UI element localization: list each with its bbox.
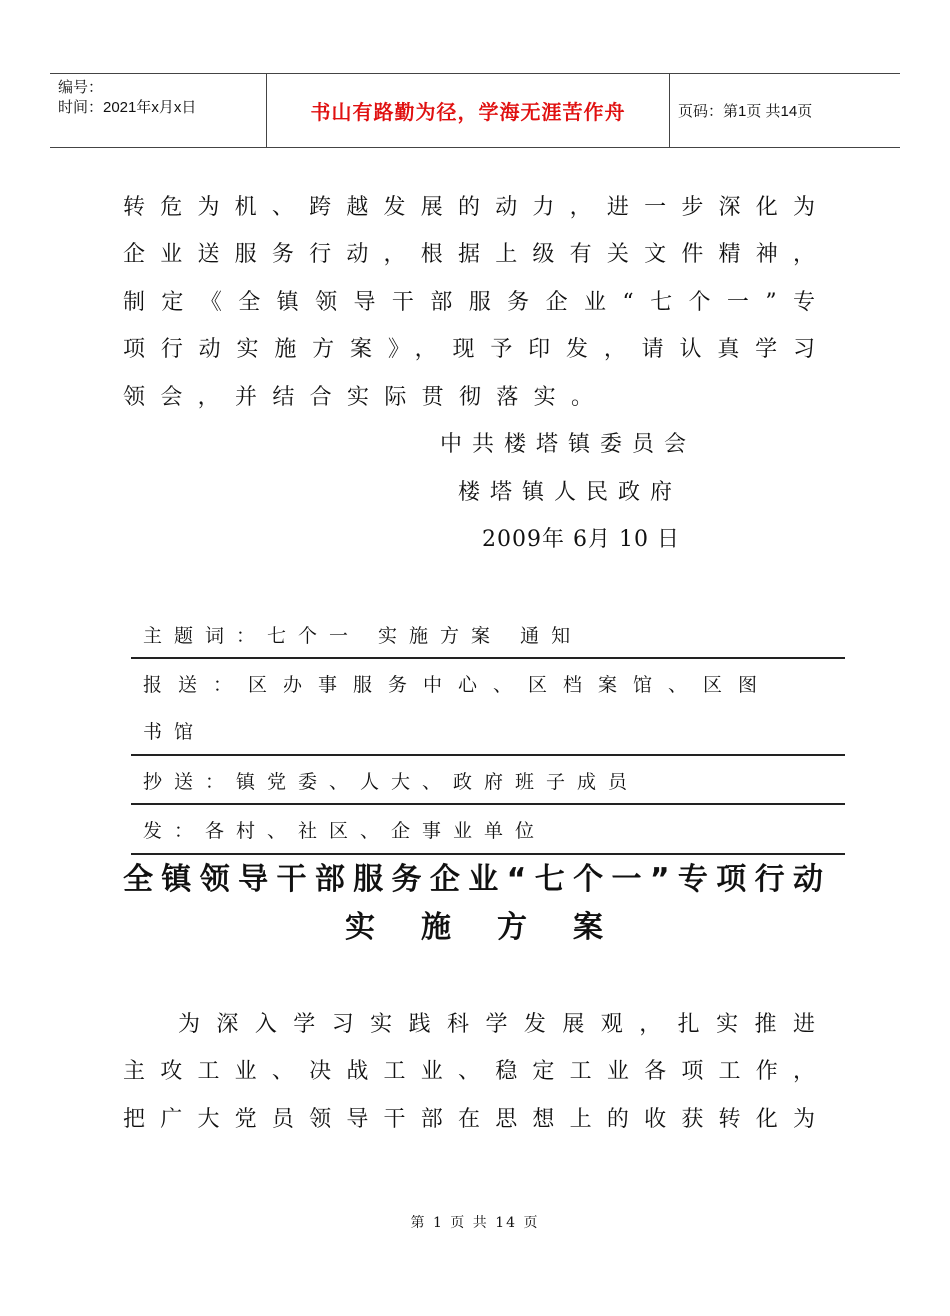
header-motto-cell [266, 74, 670, 147]
divider [131, 657, 845, 659]
signature-org-government: 楼塔镇人民政府 [458, 480, 683, 505]
plan-body-line: 把广大党员领导干部在思想上的收获转化为 [123, 1107, 815, 1132]
report-to-line: 书馆 [143, 721, 206, 743]
page-footer: 第 1 页 共 14 页 [410, 1215, 540, 1231]
notice-line: 制定《全镇领导干部服务企业“七个一”专 [123, 290, 815, 315]
report-to-line: 报送：区办事服务中心、区档案馆、区图 [143, 674, 774, 696]
header-page-cell [678, 74, 898, 147]
divider [131, 803, 845, 805]
header-motto: 书山有路勤为径，学海无涯苦作舟 [310, 100, 626, 124]
signature-org-party: 中共楼塔镇委员会 [440, 432, 697, 457]
page-header [50, 73, 900, 148]
document-number-label: 编号： [58, 79, 104, 96]
header-meta [58, 74, 268, 151]
signature-date: 2009年 6月 10 日 [482, 527, 680, 552]
divider [131, 754, 845, 756]
notice-line: 转危为机、跨越发展的动力，进一步深化为 [123, 195, 815, 220]
issue-to-line: 发：各村、社区、企事业单位 [143, 820, 547, 842]
plan-body-line: 主攻工业、决战工业、稳定工业各项工作， [123, 1059, 815, 1084]
notice-line: 项行动实施方案》，现予印发，请认真学习 [123, 337, 815, 362]
plan-subtitle: 实施方案 [345, 910, 603, 945]
plan-title: 全镇领导干部服务企业“七个一”专项行动 [123, 862, 823, 897]
divider [131, 853, 845, 855]
plan-body-line: 为深入学习实践科学发展观，扎实推进 [178, 1012, 815, 1037]
subject-keywords: 主题词：七个一 实施方案 通知 [143, 625, 583, 647]
document-time-label: 时间：2021年x月x日 [58, 99, 197, 116]
header-page-info: 页码：第1页 共14页 [678, 103, 813, 120]
notice-line: 企业送服务行动，根据上级有关文件精神， [123, 242, 815, 267]
notice-line: 领会，并结合实际贯彻落实。 [123, 385, 593, 410]
copy-to-line: 抄送：镇党委、人大、政府班子成员 [143, 771, 640, 793]
